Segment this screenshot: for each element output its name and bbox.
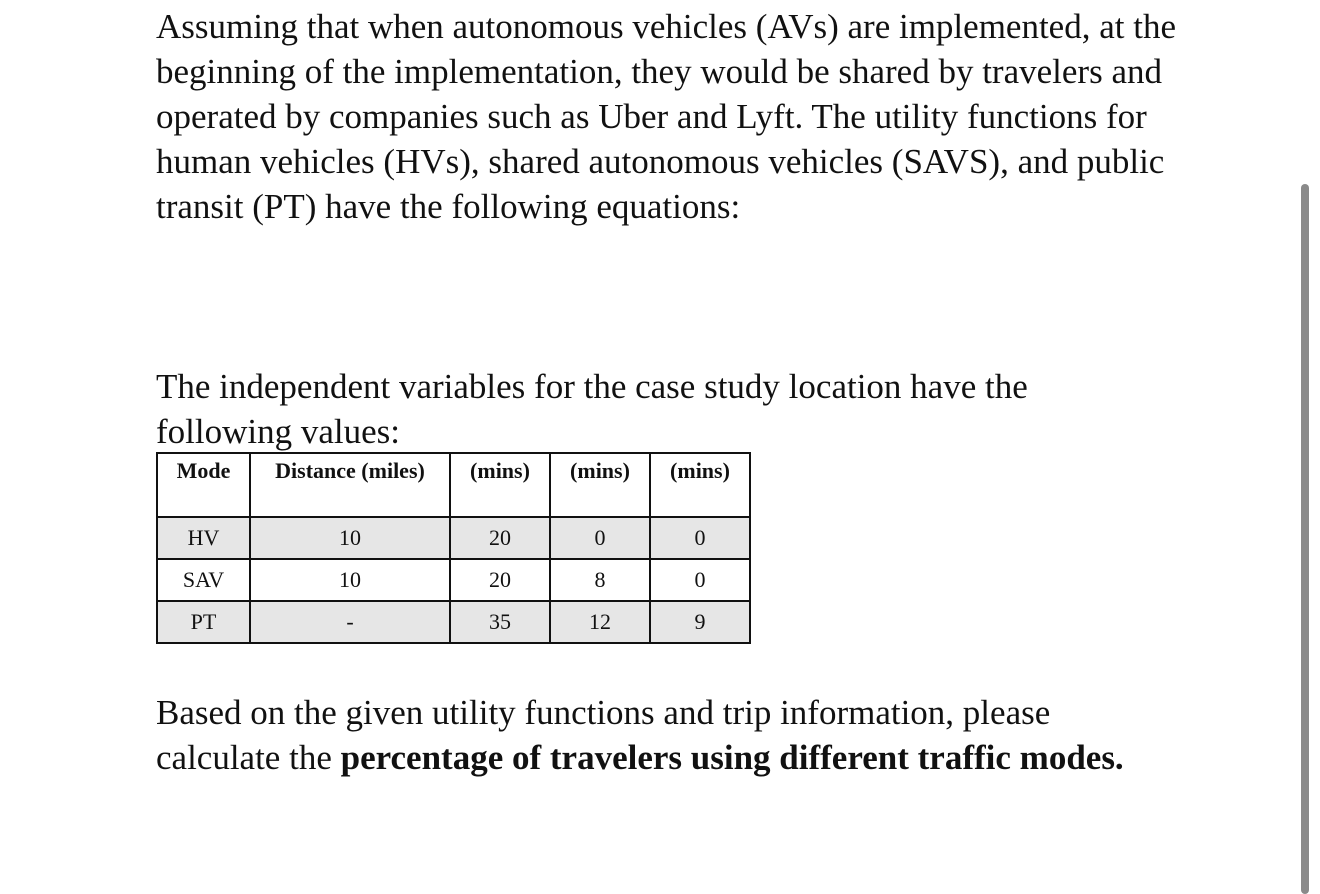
header-time-2: (mins) [550,453,650,517]
cell-time-2: 8 [550,559,650,601]
header-distance: Distance (miles) [250,453,450,517]
table-header-row [157,453,750,517]
intro-paragraph: Assuming that when autonomous vehicles (AVs) are implemented, at the beginning of the implementation, they would be shared by travelers and operated by companies such as Uber and Lyft. The utility functions for human vehicles (HVs), shared autonomous vehicles (SAVS), and public transit (PT) have the following equations: [156,7,1176,226]
question-text: Based on the given utility functions and trip information, please calculate the [156,693,1051,777]
question-paragraph [156,690,1156,780]
cell-time-2: 12 [550,601,650,643]
cell-time-1: 35 [450,601,550,643]
table-row-pt [157,601,750,643]
cell-time-2: 0 [550,517,650,559]
values-table [156,452,751,644]
values-table-wrapper [156,452,751,644]
cell-distance: 10 [250,517,450,559]
cell-distance: - [250,601,450,643]
vertical-scrollbar[interactable] [1301,184,1309,894]
question-emphasis: percentage of travelers using different traffic modes. [340,738,1124,777]
header-time-1: (mins) [450,453,550,517]
table-row-sav [157,559,750,601]
header-mode: Mode [157,453,250,517]
cell-time-1: 20 [450,517,550,559]
table-row-hv [157,517,750,559]
cell-time-3: 0 [650,517,750,559]
cell-mode: HV [157,517,250,559]
cell-distance: 10 [250,559,450,601]
cell-time-3: 9 [650,601,750,643]
header-time-3: (mins) [650,453,750,517]
cell-time-3: 0 [650,559,750,601]
variables-paragraph: The independent variables for the case study location have the following values: [156,367,1028,451]
cell-mode: PT [157,601,250,643]
cell-time-1: 20 [450,559,550,601]
cell-mode: SAV [157,559,250,601]
